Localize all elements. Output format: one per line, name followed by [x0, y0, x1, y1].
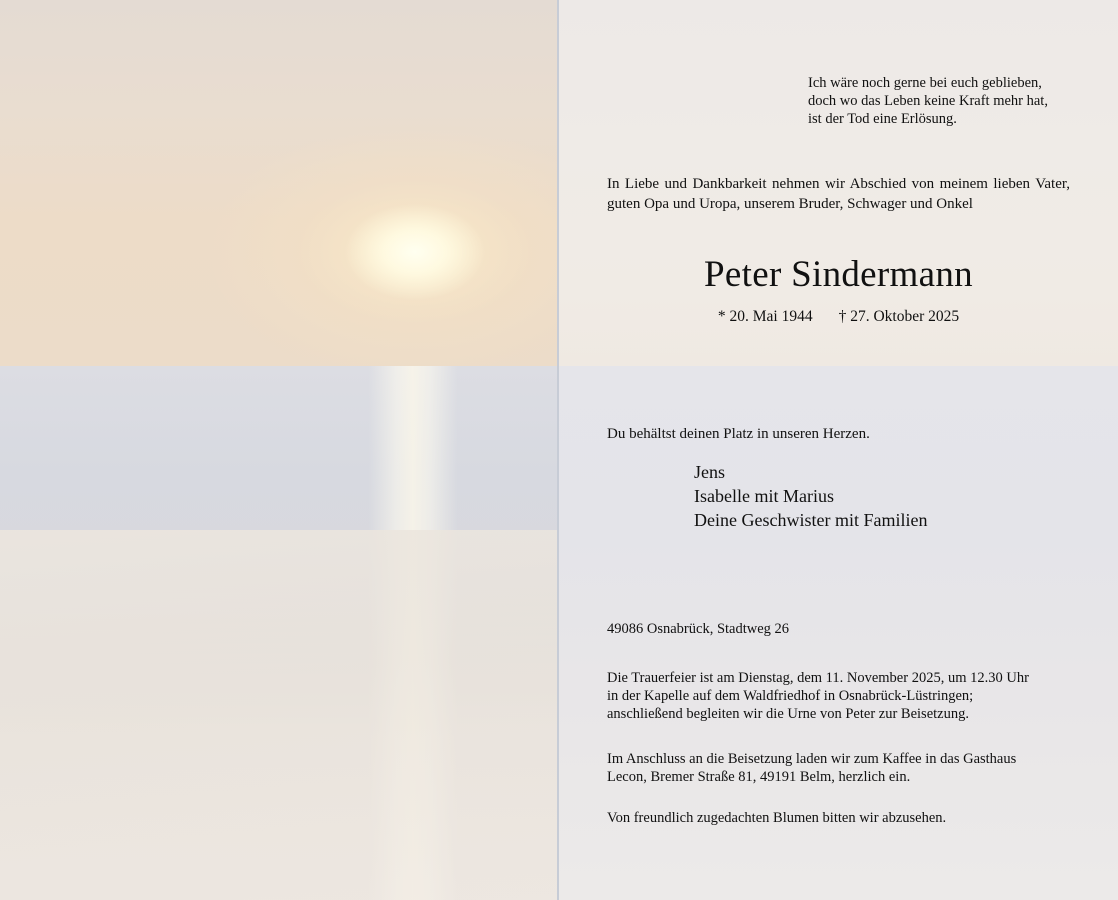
poem-line: doch wo das Leben keine Kraft mehr hat, [808, 93, 1048, 109]
mourning-address: 49086 Osnabrück, Stadtweg 26 [607, 621, 790, 637]
mourner-name: Deine Geschwister mit Familien [694, 510, 928, 530]
funeral-line: in der Kapelle auf dem Waldfriedhof in Osnabrück-Lüstringen; [607, 688, 974, 704]
mourners-list [694, 460, 927, 532]
coffee-line: Im Anschluss an die Beisetzung laden wir zum Kaffee in das Gasthaus [607, 751, 1017, 767]
mourner-name: Jens [694, 462, 725, 482]
coffee-invitation [607, 750, 1077, 786]
funeral-line: Die Trauerfeier ist am Dienstag, dem 11. November 2025, um 12.30 Uhr [607, 670, 1029, 686]
poem-line: ist der Tod eine Erlösung. [808, 111, 957, 127]
flowers-note [607, 809, 1077, 827]
funeral-line: anschließend begleiten wir die Urne von Peter zur Beisetzung. [607, 706, 969, 722]
flowers-line: Von freundlich zugedachten Blumen bitten wir abzusehen. [607, 810, 947, 826]
farewell-intro: In Liebe und Dankbarkeit nehmen wir Abschied von meinem lieben Vater, guten Opa und Uropa, unserem Bruder, Schwager und Onkel [607, 176, 1070, 212]
birth-date: * 20. Mai 1944 [717, 308, 813, 325]
deceased-name: Peter Sindermann [704, 254, 973, 295]
mourner-name: Isabelle mit Marius [694, 486, 834, 506]
poem-verse [808, 74, 1098, 128]
death-date: † 27. Oktober 2025 [838, 308, 960, 325]
coffee-line: Lecon, Bremer Straße 81, 49191 Belm, herzlich ein. [607, 769, 911, 785]
remembrance-line: Du behältst deinen Platz in unseren Herzen. [607, 426, 870, 442]
life-dates [607, 307, 1070, 327]
poem-line: Ich wäre noch gerne bei euch geblieben, [808, 75, 1042, 91]
funeral-notice [607, 669, 1077, 723]
